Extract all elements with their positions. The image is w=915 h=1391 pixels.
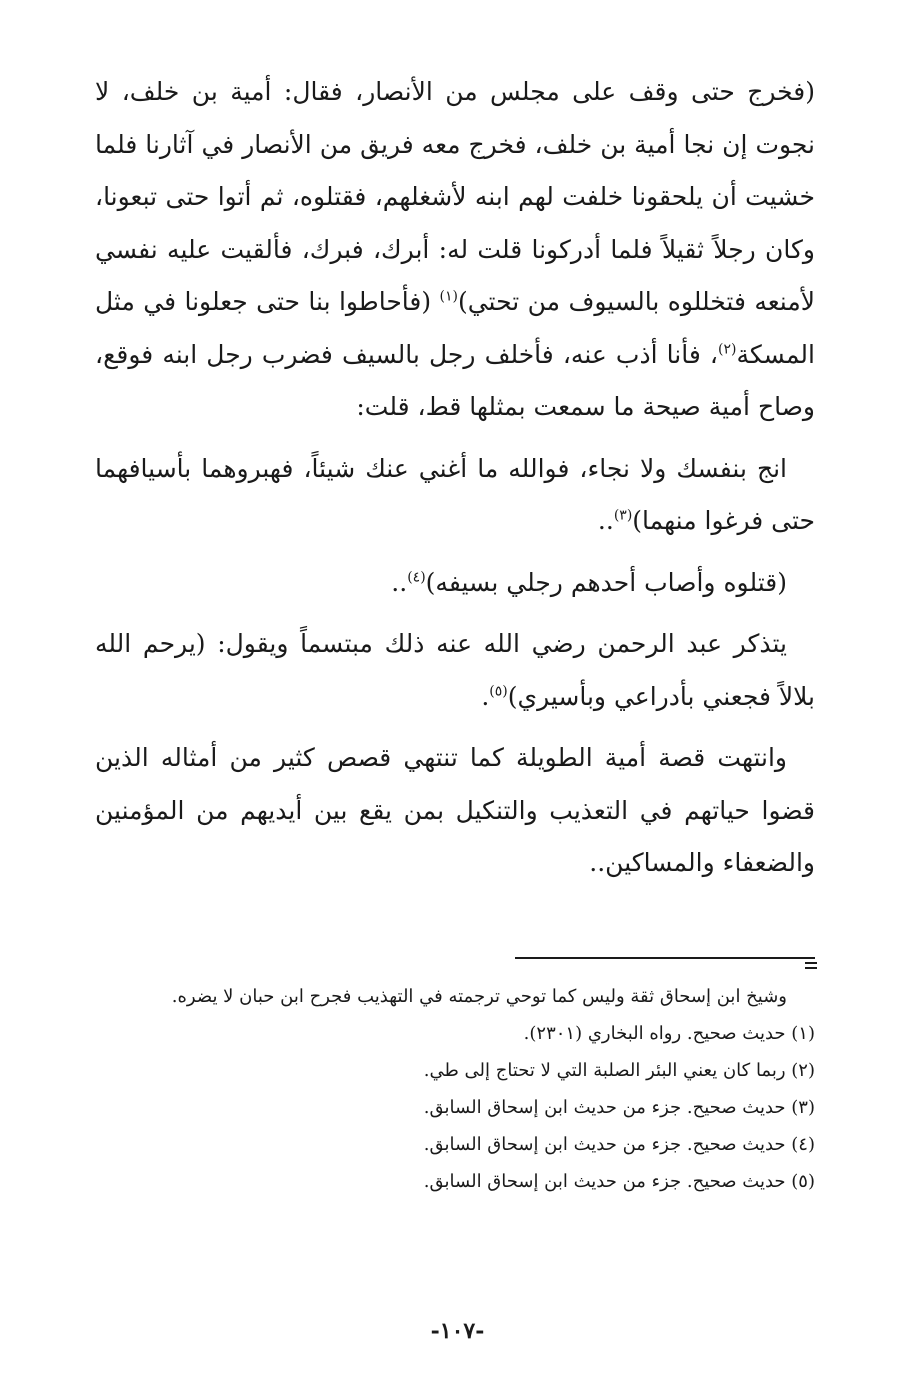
footnote-ref-2: (٢) bbox=[718, 341, 737, 358]
continuation-mark bbox=[805, 962, 817, 970]
paragraph-5 bbox=[95, 732, 815, 890]
paragraph-2-text: انج بنفسك ولا نجاء، فوالله ما أغني عنك شيئاً، فهبروهما بأسيافهما حتى فرغوا منهما) bbox=[95, 453, 815, 535]
footnote-ref-5: (٥) bbox=[489, 683, 508, 700]
footnote-separator bbox=[515, 957, 815, 959]
paragraph-1-part-1: (فخرج حتى وقف على مجلس من الأنصار، فقال: أمية بن خلف، لا نجوت إن نجا أمية بن خلف، فخرج معه فريق من الأنصار في آثارنا فلما خشيت أن يلحقونا خلفت لهم ابنه لأشغلهم، فقتلوه، ثم أتوا حتى تبعونا، وكان رجلاً ثقيلاً فلما أدركونا قلت له: أبرك، فبرك، فألقيت عليه نفسي لأمنعه فتخللوه بالسيوف من تحتي) bbox=[95, 77, 815, 316]
paragraph-4 bbox=[95, 618, 815, 723]
paragraph-2 bbox=[95, 443, 815, 548]
footnotes bbox=[95, 980, 815, 1202]
footnote-5: (٥) حديث صحيح. جزء من حديث ابن إسحاق السابق. bbox=[423, 1171, 815, 1192]
paragraph-4-text: يتذكر عبد الرحمن رضي الله عنه ذلك مبتسماً ويقول: (يرحم الله بلالاً فجعني بأدراعي وبأسيري) bbox=[95, 629, 815, 711]
footnote-2: (٢) ربما كان يعني البئر الصلبة التي لا تحتاج إلى طي. bbox=[423, 1060, 815, 1081]
footnote-continuation: وشيخ ابن إسحاق ثقة وليس كما توحي ترجمته في التهذيب فجرح ابن حبان لا يضره. bbox=[171, 986, 787, 1007]
paragraph-3 bbox=[95, 557, 815, 610]
paragraph-5-text: وانتهت قصة أمية الطويلة كما تنتهي قصص كثير من أمثاله الذين قضوا حياتهم في التعذيب والتنكيل بمن يقع بين أيديهم من المؤمنين والضعفاء والمساكين.. bbox=[95, 743, 815, 877]
paragraph-1-part-2: (فأحاطوا بنا حتى جعلونا في مثل المسكة bbox=[95, 287, 815, 369]
footnote-3: (٣) حديث صحيح. جزء من حديث ابن إسحاق السابق. bbox=[423, 1097, 815, 1118]
paragraph-3-tail: .. bbox=[391, 567, 408, 597]
paragraph-3-text: (قتلوه وأصاب أحدهم رجلي بسيفه) bbox=[425, 567, 787, 597]
paragraph-1 bbox=[95, 66, 815, 434]
page-number: -١٠٧- bbox=[430, 1318, 485, 1344]
footnote-ref-3: (٣) bbox=[613, 507, 633, 524]
footnote-1: (١) حديث صحيح. رواه البخاري (٢٣٠١). bbox=[523, 1023, 815, 1044]
footnote-4: (٤) حديث صحيح. جزء من حديث ابن إسحاق السابق. bbox=[423, 1134, 815, 1155]
main-text bbox=[95, 66, 815, 899]
paragraph-2-tail: .. bbox=[597, 506, 614, 535]
paragraph-4-tail: . bbox=[481, 681, 490, 711]
footnote-ref-1: (١) bbox=[439, 288, 458, 305]
footnote-ref-4: (٤) bbox=[407, 569, 426, 586]
paragraph-1-part-3: ، فأنا أذب عنه، فأخلف رجل بالسيف فضرب رجل ابنه فوقع، وصاح أمية صيحة ما سمعت بمثلها قط، قلت: bbox=[95, 339, 815, 421]
